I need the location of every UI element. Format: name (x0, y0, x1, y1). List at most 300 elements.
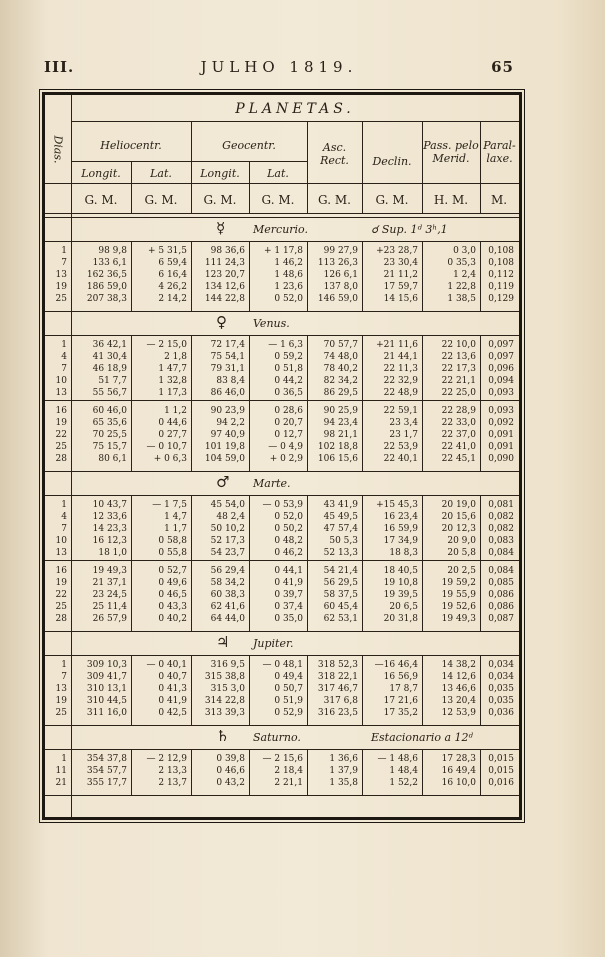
value-cell: 21 37,1 (92, 578, 127, 588)
unit-cell: G. M. (144, 193, 178, 207)
value-cell: 2 14,2 (158, 294, 187, 304)
value-cell: 62 41,6 (210, 602, 245, 612)
value-cell: 22 59,1 (383, 406, 418, 416)
value-cell: 36 42,1 (92, 340, 127, 350)
table-row (45, 339, 519, 351)
value-cell: 19 10,8 (383, 578, 418, 588)
day-cell: 13 (55, 270, 67, 280)
value-cell: 17 34,9 (383, 536, 418, 546)
value-cell: 0 42,5 (158, 708, 187, 718)
value-cell: 0,091 (488, 442, 514, 452)
value-cell: 315 38,8 (204, 672, 245, 682)
value-cell: 22 25,0 (441, 388, 476, 398)
value-cell: 18 40,5 (383, 566, 418, 576)
value-cell: 22 10,0 (441, 340, 476, 350)
planet-symbol-icon: ♄ (216, 727, 230, 745)
value-cell: 0 51,9 (274, 696, 303, 706)
value-cell: 134 12,6 (204, 282, 245, 292)
value-cell: 16 49,4 (441, 766, 476, 776)
value-cell: 75 15,7 (92, 442, 127, 452)
row-rule (71, 121, 519, 122)
value-cell: 43 41,9 (323, 500, 358, 510)
day-cell: 16 (55, 406, 67, 416)
value-cell: 133 6,1 (92, 258, 127, 268)
table-row (45, 523, 519, 535)
table-row (45, 601, 519, 613)
value-cell: 314 22,8 (204, 696, 245, 706)
table-row (45, 577, 519, 589)
value-cell: 0 43,3 (158, 602, 187, 612)
value-cell: 17 59,7 (383, 282, 418, 292)
value-cell: 316 23,5 (317, 708, 358, 718)
value-cell: — 1 6,3 (268, 340, 303, 350)
value-cell: 0,092 (488, 418, 514, 428)
value-cell: 22 41,0 (441, 442, 476, 452)
value-cell: 317 6,8 (323, 696, 358, 706)
table-row (45, 777, 519, 789)
value-cell: — 2 15,6 (262, 754, 303, 764)
table-row (45, 565, 519, 577)
table-row (45, 387, 519, 399)
table-row (45, 441, 519, 453)
table-title: PLANETAS. (235, 101, 355, 117)
value-cell: 311 16,0 (86, 708, 127, 718)
helio-longitude-header: Longit. (81, 167, 121, 180)
row-rule (45, 631, 519, 632)
value-cell: 0,097 (488, 352, 514, 362)
value-cell: 315 3,0 (210, 684, 245, 694)
day-cell: 19 (55, 418, 67, 428)
value-cell: 6 59,4 (158, 258, 187, 268)
value-cell: 1 2,4 (453, 270, 476, 280)
value-cell: 60 46,0 (92, 406, 127, 416)
value-cell: 1 17,3 (158, 388, 187, 398)
value-cell: 0 52,7 (158, 566, 187, 576)
planet-section-header (71, 313, 519, 335)
value-cell: 0,036 (488, 708, 514, 718)
value-cell: 0 44,2 (274, 376, 303, 386)
value-cell: 101 19,8 (204, 442, 245, 452)
value-cell: 54 23,7 (210, 548, 245, 558)
value-cell: 313 39,3 (204, 708, 245, 718)
value-cell: 0 37,4 (274, 602, 303, 612)
value-cell: 0,108 (488, 246, 514, 256)
row-rule (45, 311, 519, 312)
value-cell: 0 51,8 (274, 364, 303, 374)
table-row (45, 405, 519, 417)
value-cell: 162 36,5 (86, 270, 127, 280)
value-cell: 16 56,9 (383, 672, 418, 682)
value-cell: 0 46,6 (216, 766, 245, 776)
value-cell: 0 50,7 (274, 684, 303, 694)
day-cell: 10 (55, 376, 67, 386)
value-cell: 1 48,4 (389, 766, 418, 776)
value-cell: 90 25,9 (323, 406, 358, 416)
right-ascension-header: Asc. Rect. (320, 141, 349, 167)
day-cell: 7 (61, 524, 67, 534)
value-cell: 0 3,0 (453, 246, 476, 256)
value-cell: 0 36,5 (274, 388, 303, 398)
value-cell: 23 3,4 (389, 418, 418, 428)
planet-note: Estacionario a 12ᵈ (371, 731, 473, 744)
value-cell: 16 10,0 (441, 778, 476, 788)
value-cell: 82 34,2 (323, 376, 358, 386)
table-row (45, 683, 519, 695)
table-row (45, 511, 519, 523)
value-cell: 0,085 (488, 578, 514, 588)
declination-header: Declin. (372, 155, 412, 168)
value-cell: 22 53,9 (383, 442, 418, 452)
value-cell: 0,129 (488, 294, 514, 304)
day-cell: 25 (55, 442, 67, 452)
unit-cell: H. M. (433, 193, 469, 207)
value-cell: 0,119 (488, 282, 514, 292)
value-cell: 0,084 (488, 548, 514, 558)
value-cell: 20 12,3 (441, 524, 476, 534)
value-cell: 58 37,5 (323, 590, 358, 600)
value-cell: 70 57,7 (323, 340, 358, 350)
value-cell: 20 15,6 (441, 512, 476, 522)
day-cell: 16 (55, 566, 67, 576)
value-cell: 14 15,6 (383, 294, 418, 304)
value-cell: 1 37,9 (329, 766, 358, 776)
value-cell: 310 13,1 (86, 684, 127, 694)
value-cell: 0 27,7 (158, 430, 187, 440)
geocentric-header: Geocentr. (222, 139, 276, 152)
value-cell: 74 48,0 (323, 352, 358, 362)
value-cell: 64 44,0 (210, 614, 245, 624)
planet-symbol-icon: ☿ (216, 219, 226, 237)
value-cell: 22 33,0 (441, 418, 476, 428)
value-cell: 90 23,9 (210, 406, 245, 416)
value-cell: 20 6,5 (389, 602, 418, 612)
value-cell: 0,082 (488, 512, 514, 522)
day-cell: 1 (61, 660, 67, 670)
value-cell: 309 10,3 (86, 660, 127, 670)
value-cell: 19 52,6 (441, 602, 476, 612)
value-cell: 58 34,2 (210, 578, 245, 588)
days-column-header: Dias. (51, 135, 65, 164)
value-cell: 137 8,0 (323, 282, 358, 292)
table-row (45, 547, 519, 559)
table-row (45, 499, 519, 511)
value-cell: 2 13,3 (158, 766, 187, 776)
row-rule (45, 655, 519, 656)
table-row (45, 375, 519, 387)
value-cell: 23 24,5 (92, 590, 127, 600)
running-head (44, 58, 514, 80)
day-cell: 11 (55, 766, 67, 776)
day-cell: 25 (55, 708, 67, 718)
value-cell: 79 31,1 (210, 364, 245, 374)
day-cell: 7 (61, 672, 67, 682)
value-cell: — 0 10,7 (146, 442, 187, 452)
day-cell: 1 (61, 340, 67, 350)
value-cell: 4 26,2 (158, 282, 187, 292)
value-cell: 0,086 (488, 602, 514, 612)
value-cell: 17 21,6 (383, 696, 418, 706)
value-cell: 2 13,7 (158, 778, 187, 788)
value-cell: 13 46,6 (441, 684, 476, 694)
value-cell: 0,035 (488, 684, 514, 694)
value-cell: 20 2,5 (447, 566, 476, 576)
value-cell: 1 47,7 (158, 364, 187, 374)
value-cell: 0,081 (488, 500, 514, 510)
value-cell: 310 44,5 (86, 696, 127, 706)
value-cell: 16 12,3 (92, 536, 127, 546)
table-row (45, 245, 519, 257)
value-cell: 10 43,7 (92, 500, 127, 510)
value-cell: 0 50,2 (274, 524, 303, 534)
value-cell: + 5 31,5 (147, 246, 187, 256)
day-cell: 7 (61, 258, 67, 268)
value-cell: 45 49,5 (323, 512, 358, 522)
table-row (45, 671, 519, 683)
chapter-number: III. (44, 58, 75, 76)
value-cell: 0 52,9 (274, 708, 303, 718)
value-cell: 19 59,2 (441, 578, 476, 588)
value-cell: 65 35,6 (92, 418, 127, 428)
value-cell: 86 29,5 (323, 388, 358, 398)
value-cell: 1 46,2 (274, 258, 303, 268)
value-cell: 0 39,7 (274, 590, 303, 600)
value-cell: 16 59,9 (383, 524, 418, 534)
value-cell: 0 55,8 (158, 548, 187, 558)
row-rule (45, 725, 519, 726)
planet-name: Marte. (253, 477, 291, 490)
value-cell: 46 18,9 (92, 364, 127, 374)
value-cell: 0,034 (488, 672, 514, 682)
table-row (45, 613, 519, 625)
row-rule (45, 495, 519, 496)
value-cell: + 0 2,9 (269, 454, 303, 464)
value-cell: 0 44,1 (274, 566, 303, 576)
value-cell: 0,087 (488, 614, 514, 624)
value-cell: 70 25,5 (92, 430, 127, 440)
value-cell: +23 28,7 (376, 246, 418, 256)
value-cell: 20 31,8 (383, 614, 418, 624)
value-cell: 60 38,3 (210, 590, 245, 600)
table-row (45, 753, 519, 765)
row-rule (45, 795, 519, 796)
value-cell: 318 52,3 (317, 660, 358, 670)
day-cell: 22 (55, 590, 67, 600)
value-cell: 0,034 (488, 660, 514, 670)
day-cell: 19 (55, 282, 67, 292)
value-cell: 113 26,3 (317, 258, 358, 268)
value-cell: 47 57,4 (323, 524, 358, 534)
value-cell: 1 35,8 (329, 778, 358, 788)
value-cell: 2 18,4 (274, 766, 303, 776)
value-cell: 98 21,1 (323, 430, 358, 440)
unit-cell: G. M. (318, 193, 351, 207)
value-cell: 16 23,4 (383, 512, 418, 522)
value-cell: 51 7,7 (98, 376, 127, 386)
value-cell: — 2 15,0 (146, 340, 187, 350)
value-cell: 0 46,2 (274, 548, 303, 558)
value-cell: 0,093 (488, 388, 514, 398)
row-rule (45, 471, 519, 472)
unit-cell: G. M. (203, 193, 237, 207)
table-row (45, 695, 519, 707)
value-cell: 123 20,7 (204, 270, 245, 280)
value-cell: 19 49,3 (441, 614, 476, 624)
value-cell: 55 56,7 (92, 388, 127, 398)
value-cell: 78 40,2 (323, 364, 358, 374)
planet-section-header (71, 473, 519, 495)
row-rule (45, 560, 519, 561)
value-cell: 0 40,7 (158, 672, 187, 682)
value-cell: 60 45,4 (323, 602, 358, 612)
planet-section-header (71, 633, 519, 655)
day-cell: 25 (55, 602, 67, 612)
value-cell: + 1 17,8 (263, 246, 303, 256)
value-cell: 20 9,0 (447, 536, 476, 546)
value-cell: 97 40,9 (210, 430, 245, 440)
value-cell: 317 46,7 (317, 684, 358, 694)
table-row (45, 707, 519, 719)
value-cell: 0,035 (488, 696, 514, 706)
day-cell: 1 (61, 500, 67, 510)
day-cell: 21 (55, 778, 67, 788)
day-cell: 13 (55, 388, 67, 398)
table-row (45, 453, 519, 465)
value-cell: 17 28,3 (441, 754, 476, 764)
value-cell: 45 54,0 (210, 500, 245, 510)
value-cell: 318 22,1 (317, 672, 358, 682)
value-cell: 1 38,5 (447, 294, 476, 304)
value-cell: 20 19,0 (441, 500, 476, 510)
planet-symbol-icon: ♀ (216, 313, 227, 331)
value-cell: 0,083 (488, 536, 514, 546)
table-row (45, 765, 519, 777)
value-cell: 54 21,4 (323, 566, 358, 576)
value-cell: 50 10,2 (210, 524, 245, 534)
table-row (45, 429, 519, 441)
value-cell: 0,108 (488, 258, 514, 268)
value-cell: 19 39,5 (383, 590, 418, 600)
value-cell: 146 59,0 (317, 294, 358, 304)
day-cell: 13 (55, 548, 67, 558)
value-cell: — 0 4,9 (268, 442, 303, 452)
parallax-header: Paral-laxe. (483, 139, 516, 165)
value-cell: 52 17,3 (210, 536, 245, 546)
value-cell: 0 48,2 (274, 536, 303, 546)
day-cell: 25 (55, 294, 67, 304)
planet-section-header (71, 219, 519, 241)
planet-symbol-icon: ♂ (216, 473, 230, 491)
value-cell: 22 37,0 (441, 430, 476, 440)
day-cell: 4 (61, 352, 67, 362)
value-cell: 0 49,4 (274, 672, 303, 682)
heliocentric-header: Heliocentr. (100, 139, 162, 152)
meridian-passage-header: Pass. pelo Merid. (423, 139, 479, 165)
geo-latitude-header: Lat. (267, 167, 289, 180)
row-rule (45, 213, 519, 214)
value-cell: 0,093 (488, 406, 514, 416)
table-row (45, 589, 519, 601)
value-cell: 6 16,4 (158, 270, 187, 280)
row-rule (45, 241, 519, 242)
table-row (45, 535, 519, 547)
value-cell: 104 59,0 (204, 454, 245, 464)
value-cell: 41 30,4 (92, 352, 127, 362)
value-cell: 94 2,2 (216, 418, 245, 428)
value-cell: 52 13,3 (323, 548, 358, 558)
value-cell: 0 35,0 (274, 614, 303, 624)
value-cell: —16 46,4 (374, 660, 418, 670)
value-cell: — 1 7,5 (152, 500, 187, 510)
value-cell: 309 41,7 (86, 672, 127, 682)
value-cell: 1 22,8 (447, 282, 476, 292)
value-cell: 0,097 (488, 340, 514, 350)
row-rule (45, 335, 519, 336)
row-rule (45, 749, 519, 750)
value-cell: 106 15,6 (317, 454, 358, 464)
table-row (45, 659, 519, 671)
value-cell: 0 41,3 (158, 684, 187, 694)
value-cell: 12 33,6 (92, 512, 127, 522)
day-cell: 28 (55, 454, 67, 464)
table-row (45, 363, 519, 375)
unit-cell: M. (490, 193, 508, 207)
row-rule (45, 183, 519, 184)
value-cell: + 0 6,3 (153, 454, 187, 464)
unit-cell: G. M. (261, 193, 295, 207)
value-cell: — 0 48,1 (262, 660, 303, 670)
value-cell: 56 29,5 (323, 578, 358, 588)
day-cell: 1 (61, 246, 67, 256)
value-cell: 12 53,9 (441, 708, 476, 718)
table-row (45, 257, 519, 269)
value-cell: 80 6,1 (98, 454, 127, 464)
value-cell: 50 5,3 (329, 536, 358, 546)
value-cell: 0,094 (488, 376, 514, 386)
value-cell: 98 9,8 (98, 246, 127, 256)
value-cell: 13 20,4 (441, 696, 476, 706)
value-cell: 19 49,3 (92, 566, 127, 576)
value-cell: 354 37,8 (86, 754, 127, 764)
value-cell: 17 35,2 (383, 708, 418, 718)
value-cell: 0 28,6 (274, 406, 303, 416)
table-row (45, 293, 519, 305)
value-cell: 1 48,6 (274, 270, 303, 280)
row-rule (45, 217, 519, 218)
value-cell: 144 22,8 (204, 294, 245, 304)
row-rule (45, 400, 519, 401)
planet-name: Saturno. (253, 731, 301, 744)
value-cell: 22 11,3 (383, 364, 418, 374)
value-cell: 56 29,4 (210, 566, 245, 576)
value-cell: 0,090 (488, 454, 514, 464)
value-cell: 22 40,1 (383, 454, 418, 464)
value-cell: 23 1,7 (389, 430, 418, 440)
planet-name: Venus. (253, 317, 290, 330)
day-cell: 10 (55, 536, 67, 546)
value-cell: 22 21,1 (441, 376, 476, 386)
value-cell: 0 59,2 (274, 352, 303, 362)
value-cell: 22 28,9 (441, 406, 476, 416)
planet-note: ☌ Sup. 1ᵈ 3ʰ,1 (371, 223, 448, 236)
value-cell: 0,084 (488, 566, 514, 576)
value-cell: 23 30,4 (383, 258, 418, 268)
value-cell: 22 48,9 (383, 388, 418, 398)
value-cell: 0,091 (488, 430, 514, 440)
value-cell: 0 52,0 (274, 294, 303, 304)
value-cell: 98 36,6 (210, 246, 245, 256)
value-cell: 14 38,2 (441, 660, 476, 670)
day-cell: 22 (55, 430, 67, 440)
